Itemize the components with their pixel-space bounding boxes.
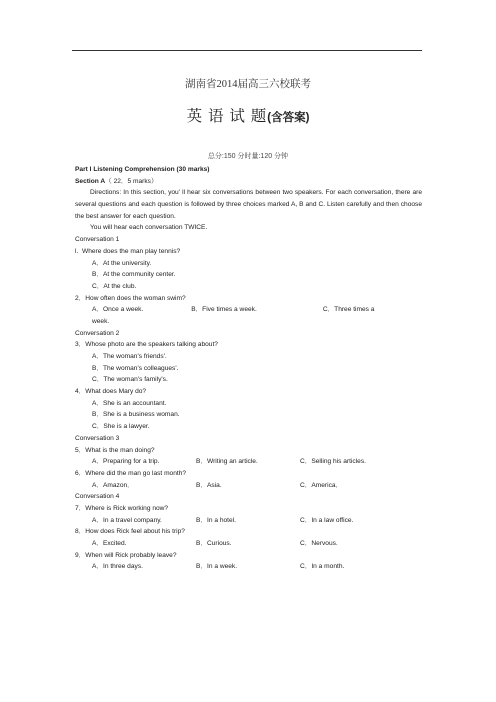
option: C．She is a lawyer.	[92, 423, 150, 431]
conversation-label: Conversation 3	[75, 434, 120, 442]
option: C．America．	[300, 481, 343, 489]
section-a-marks: （ 22．5 marks）	[105, 177, 158, 185]
option: B．In a week.	[196, 563, 238, 571]
section-a-label: Section A	[75, 177, 106, 185]
question: 3．Whose photo are the speakers talking about?	[75, 341, 218, 349]
option-row	[75, 304, 422, 316]
conversation-label: Conversation 1	[75, 236, 120, 244]
option: B．She is a business woman.	[92, 411, 180, 419]
option: B．Five times a week.	[191, 306, 257, 314]
option: A．In three days.	[92, 563, 143, 571]
option: B．In a hotel.	[196, 516, 236, 524]
option: A．In a travel company.	[92, 516, 162, 524]
option-row	[75, 561, 422, 573]
question: 8．How does Rick feel about his trip?	[75, 528, 185, 536]
header-rule	[72, 50, 422, 51]
main-title-text: 英 语 试 题	[186, 108, 268, 125]
option-row	[75, 515, 422, 527]
option: C．In a law office.	[300, 516, 354, 524]
question: 6．Where did the man go last month?	[75, 469, 187, 477]
main-title	[0, 104, 496, 126]
option: A．At the university.	[92, 259, 152, 267]
conversation-label: Conversation 4	[75, 493, 120, 501]
question: 7．Where is Rick working now?	[75, 504, 169, 512]
option: C．Three times a	[322, 306, 375, 314]
exam-title: 湖南省2014届高三六校联考	[185, 79, 311, 90]
option: B．Writing an article.	[196, 458, 258, 466]
exam-content	[75, 164, 422, 573]
option-row	[75, 538, 422, 550]
option: A．Once a week.	[92, 306, 144, 314]
option: B．Asia.	[196, 481, 222, 489]
option: C．At the club.	[92, 282, 137, 290]
option: C．The woman's family's.	[92, 376, 168, 384]
option: B．Curious.	[196, 540, 232, 548]
question: 9．When will Rick probably leave?	[75, 551, 177, 559]
hear-twice-note: You will hear each conversation TWICE.	[90, 224, 208, 232]
option: C．Selling his articles.	[300, 458, 366, 466]
question: 5．What is the man doing?	[75, 446, 155, 454]
option: C．Nervous.	[300, 540, 338, 548]
option: B．At the community center.	[92, 271, 176, 279]
option-row	[75, 456, 422, 468]
question: 4．What does Mary do?	[75, 388, 147, 396]
part-title: Part I Listening Comprehension (30 marks)	[75, 166, 210, 173]
option: A．Amazon．	[92, 481, 134, 489]
section-a-heading	[75, 176, 422, 188]
option-row	[75, 480, 422, 492]
question: 2．How often does the woman swim?	[75, 294, 186, 302]
option-wrap: week.	[92, 317, 110, 325]
option: C．In a month.	[300, 563, 345, 571]
option: A．The woman's friends'.	[92, 353, 167, 361]
option: B．The woman's colleagues'.	[92, 364, 179, 372]
directions-text: Directions: In this section, you' ll hear six conversations between two speakers. For each conversation, there are several questions and each question is followed by three choices marked A, B and C. Listen carefully and then choose the best answer for each question.	[75, 189, 422, 220]
option: A．Preparing for a trip.	[92, 458, 160, 466]
option: A．Excited.	[92, 540, 127, 548]
conversation-label: Conversation 2	[75, 329, 120, 337]
main-title-suffix: (含答案)	[267, 112, 310, 124]
question: l. Where does the man play tennis?	[75, 247, 181, 255]
option: A．She is an accountant.	[92, 399, 167, 407]
score-line: 总分:150 分时量:120 分钟	[207, 153, 289, 160]
